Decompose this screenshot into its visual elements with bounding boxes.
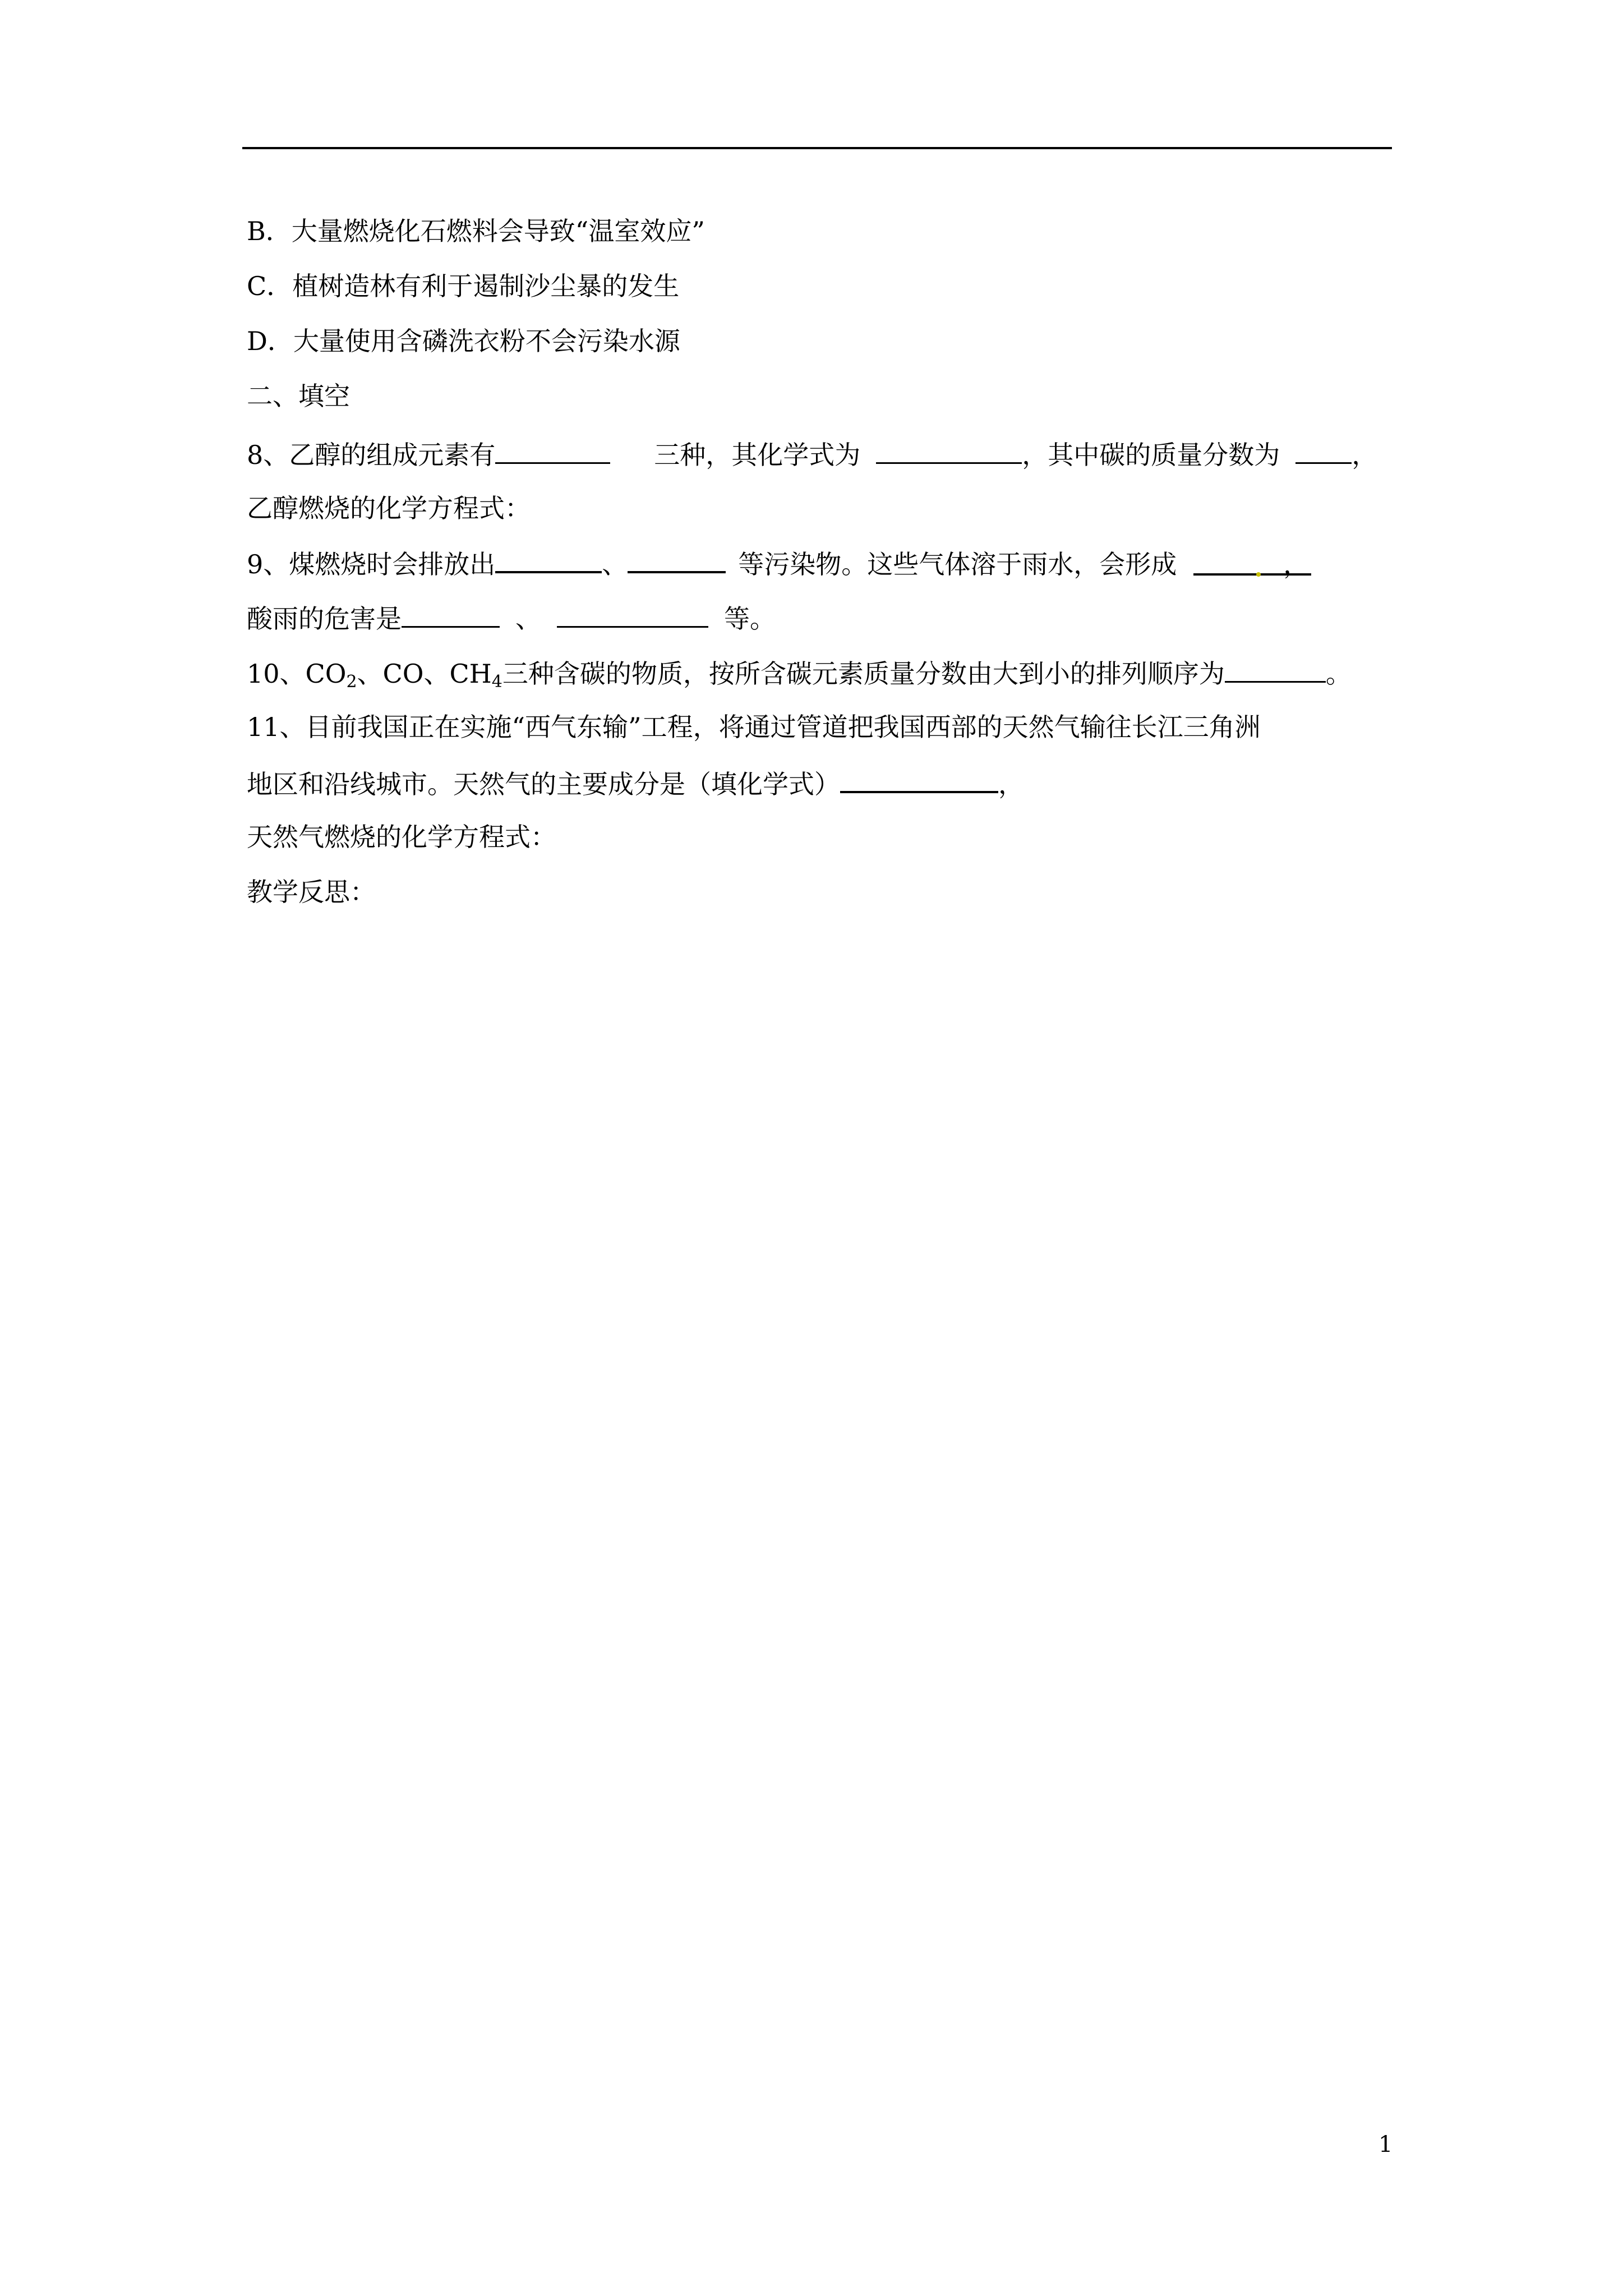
q11-line-3: 天然气燃烧的化学方程式：: [247, 822, 556, 852]
section-title: 二、填空: [247, 381, 350, 411]
q9-text-5: 等。: [724, 604, 776, 634]
q10-text: 三种含碳的物质，按所含碳元素质量分数由大到小的排列顺序为: [502, 659, 1225, 689]
q9-separator: 、: [602, 549, 628, 579]
q11-text-2: ，: [998, 769, 1024, 799]
question-8: [247, 436, 1377, 472]
q8-blank-elements[interactable]: [495, 436, 610, 464]
q11-text-1: 地区和沿线城市。天然气的主要成分是（填化学式）: [247, 769, 840, 799]
q9-blank-harm-1[interactable]: [402, 600, 500, 628]
q8-text-3: ，其中碳的质量分数为: [1022, 440, 1280, 470]
page-number: 1: [1378, 2132, 1393, 2157]
q10-blank-order[interactable]: [1225, 655, 1326, 683]
header-rule: [242, 147, 1392, 149]
question-11: 11、目前我国正在实施“西气东输”工程，将通过管道把我国西部的天然气输往长江三角洲: [247, 712, 1261, 742]
q9-line-2: [247, 600, 776, 636]
q11-line-2: [247, 765, 1024, 801]
q9-blank-pollutant-2[interactable]: [628, 545, 726, 573]
option-c: C．植树造林有利于遏制沙尘暴的发生: [247, 271, 680, 301]
q9-blank-tail: [1283, 547, 1311, 579]
q10-mid: 、CO、CH: [357, 659, 492, 689]
q9-separator-2: 、: [515, 604, 541, 634]
q9-text-4: 酸雨的危害是: [247, 604, 402, 634]
q11-blank-formula[interactable]: [840, 765, 998, 793]
q9-text-3: ，: [1283, 549, 1310, 579]
q9-text-1: 9、煤燃烧时会排放出: [247, 549, 496, 579]
q8-text-4: ，: [1352, 440, 1378, 470]
q9-blank-pollutant-1[interactable]: [495, 545, 602, 573]
q8-blank-mass-fraction[interactable]: [1295, 436, 1352, 464]
q10-subscript-1: 2: [346, 672, 357, 692]
q10-prefix: 10、CO: [247, 659, 347, 689]
q8-blank-formula[interactable]: [876, 436, 1022, 464]
q8-text-1: 8、乙醇的组成元素有: [247, 440, 496, 470]
q8-text-2: 三种，其化学式为: [654, 440, 861, 470]
q10-end: 。: [1325, 659, 1352, 689]
stray-mark-dot: [1256, 572, 1261, 577]
q8-line-2: 乙醇燃烧的化学方程式：: [247, 493, 531, 523]
option-b: B．大量燃烧化石燃料会导致“温室效应”: [247, 216, 705, 246]
question-9: [247, 545, 1311, 581]
q9-blank-acid-rain[interactable]: [1193, 547, 1283, 576]
q9-blank-harm-2[interactable]: [557, 600, 708, 628]
q9-text-2: 等污染物。这些气体溶于雨水，会形成: [738, 549, 1177, 579]
q10-subscript-2: 4: [491, 672, 502, 692]
teaching-reflection: 教学反思：: [247, 877, 376, 907]
question-10: [247, 655, 1352, 691]
option-d: D．大量使用含磷洗衣粉不会污染水源: [247, 326, 680, 356]
